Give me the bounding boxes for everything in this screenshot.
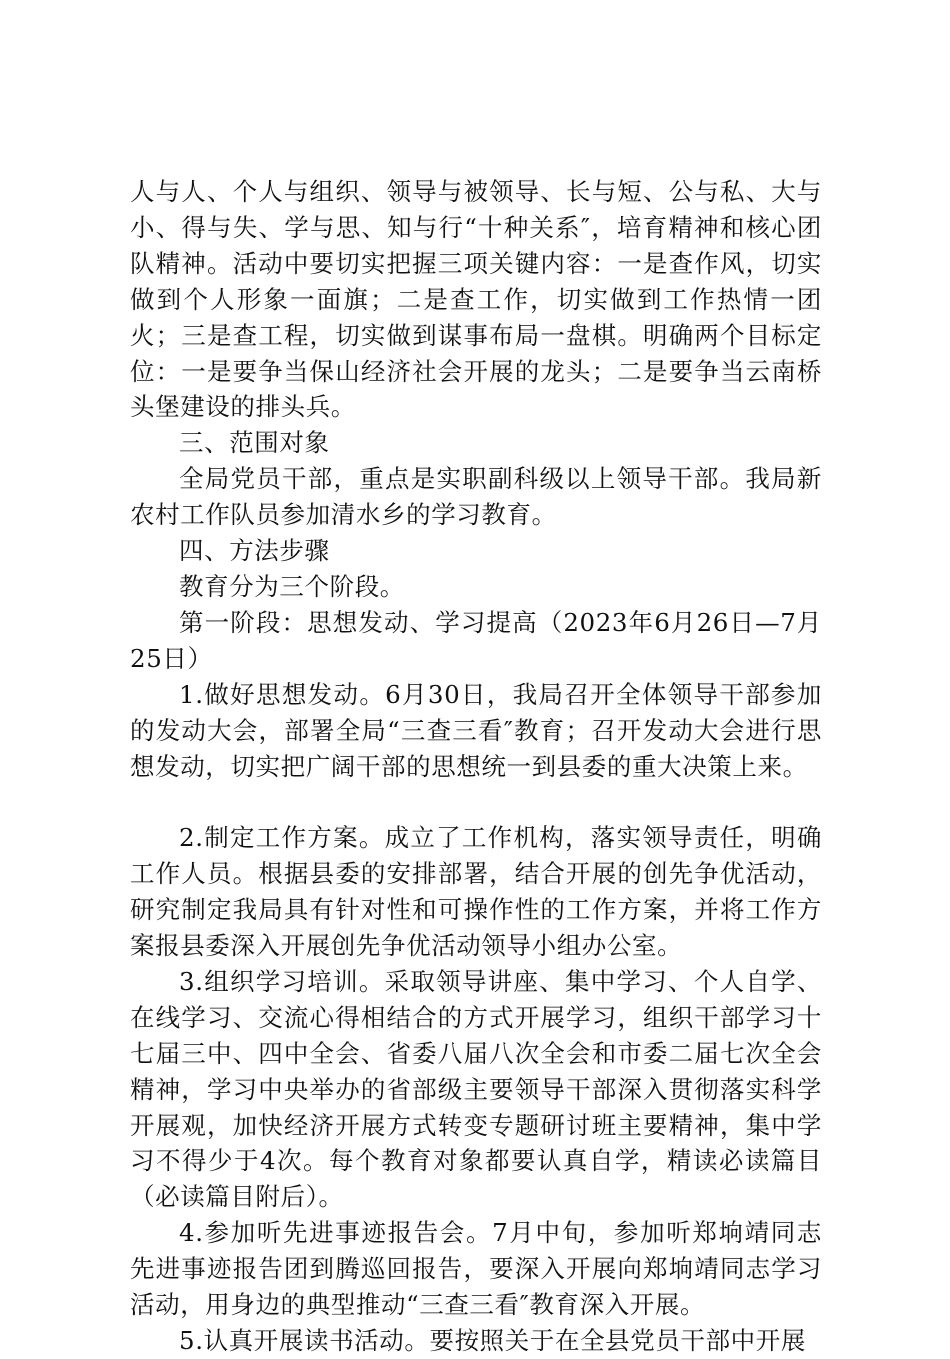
paragraph-stage-one: 第一阶段：思想发动、学习提高（2023年6月26日—7月25日） bbox=[130, 607, 822, 673]
paragraph-ten-relations: 人与人、个人与组织、领导与被领导、长与短、公与私、大与小、得与失、学与思、知与行“十种关系″，培育精神和核心团队精神。活动中要切实把握三项关键内容：一是查作风，切实做到个人形象一面旗；二是查工作，切实做到工作热情一团火；三是查工程，切实做到谋事布局一盘棋。明确两个目标定位：一是要争当保山经济社会开展的龙头；二是要争当云南桥头堡建设的排头兵。 bbox=[130, 177, 822, 422]
heading-methods: 四、方法步骤 bbox=[179, 536, 330, 566]
heading-scope: 三、范围对象 bbox=[179, 428, 330, 458]
paragraph-item-2: 2.制定工作方案。成立了工作机构，落实领导责任，明确工作人员。根据县委的安排部署，结合开展的创先争优活动，研究制定我局具有针对性和可操作性的工作方案，并将工作方案报县委深入开展创先争优活动领导小组办公室。 bbox=[130, 823, 822, 961]
paragraph-three-stages: 教育分为三个阶段。 bbox=[179, 571, 405, 601]
paragraph-item-4: 4.参加听先进事迹报告会。7月中旬，参加听郑垧靖同志先进事迹报告团到腾巡回报告，要深入开展向郑垧靖同志学习活动，用身边的典型推动“三查三看″教育深入开展。 bbox=[130, 1218, 822, 1320]
paragraph-item-1: 1.做好思想发动。6月30日，我局召开全体领导干部参加的发动大会，部署全局“三查三看″教育；召开发动大会进行思想发动，切实把广阔干部的思想统一到县委的重大决策上来。 bbox=[130, 679, 822, 781]
paragraph-scope: 全局党员干部，重点是实职副科级以上领导干部。我局新农村工作队员参加清水乡的学习教育。 bbox=[130, 464, 822, 530]
paragraph-item-5: 5.认真开展读书活动。要按照关于在全县党员干部中开展 bbox=[179, 1325, 806, 1355]
paragraph-item-3: 3.组织学习培训。采取领导讲座、集中学习、个人自学、在线学习、交流心得相结合的方式开展学习，组织干部学习十七届三中、四中全会、省委八届八次全会和市委二届七次全会精神，学习中央举办的省部级主要领导干部深入贯彻落实科学开展观，加快经济开展方式转变专题研讨班主要精神，集中学习不得少于4次。每个教育对象都要认真自学，精读必读篇目（必读篇目附后）。 bbox=[130, 966, 822, 1212]
document-body bbox=[130, 174, 822, 1359]
